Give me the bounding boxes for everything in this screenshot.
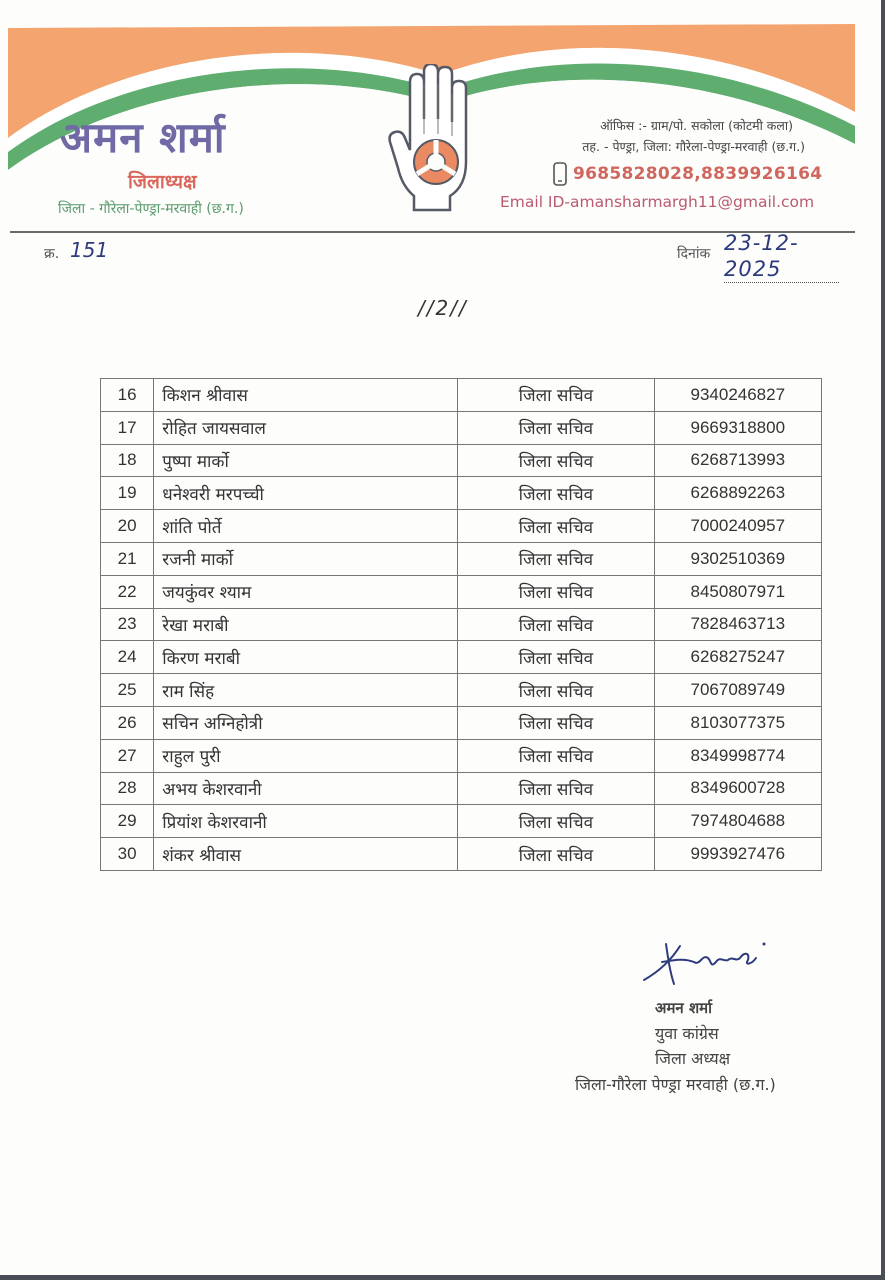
row-number: 30 — [101, 838, 154, 871]
member-name: धनेश्वरी मरपच्ची — [154, 477, 458, 510]
member-role: जिला सचिव — [458, 542, 654, 575]
signatory-organization: युवा कांग्रेस — [655, 1024, 719, 1043]
office-address-line1: ऑफिस :- ग्राम/पो. सकोला (कोटमी कला) — [600, 118, 793, 133]
ref-number: 151 — [70, 238, 109, 262]
row-number: 21 — [101, 542, 154, 575]
member-role: जिला सचिव — [458, 805, 654, 838]
member-phone: 7067089749 — [654, 674, 821, 707]
member-name: किशन श्रीवास — [154, 379, 458, 412]
letterhead-name: अमन शर्मा — [60, 113, 226, 162]
member-name: राम सिंह — [154, 674, 458, 707]
member-phone: 9993927476 — [654, 838, 821, 871]
letterhead-email: Email ID-amansharmargh11@gmail.com — [500, 193, 815, 211]
member-name: रजनी मार्को — [154, 542, 458, 575]
letterhead-phones: 9685828028,8839926164 — [573, 164, 823, 184]
member-role: जिला सचिव — [458, 379, 654, 412]
ref-label: क्र. — [44, 246, 60, 262]
signatory-name: अमन शर्मा — [655, 999, 713, 1017]
member-phone: 8103077375 — [654, 706, 821, 739]
members-table-body — [101, 379, 822, 871]
member-name: किरण मराबी — [154, 641, 458, 674]
row-number: 19 — [101, 477, 154, 510]
row-number: 25 — [101, 674, 154, 707]
member-phone: 8349600728 — [654, 772, 821, 805]
row-number: 26 — [101, 706, 154, 739]
table-row — [101, 575, 822, 608]
row-number: 27 — [101, 739, 154, 772]
signatory-district: जिला-गौरेला पेण्ड्रा मरवाही (छ.ग.) — [575, 1075, 776, 1094]
table-row — [101, 542, 822, 575]
row-number: 24 — [101, 641, 154, 674]
member-phone: 6268713993 — [654, 444, 821, 477]
member-role: जिला सचिव — [458, 706, 654, 739]
office-address-line2: तह. - पेण्ड्रा, जिला: गौरेला-पेण्ड्रा-मरवाही (छ.ग.) — [582, 139, 805, 154]
page-marker: //2// — [418, 296, 468, 320]
table-row — [101, 510, 822, 543]
member-name: शांति पोर्ते — [154, 510, 458, 543]
table-row — [101, 706, 822, 739]
member-name: रेखा मराबी — [154, 608, 458, 641]
scan-edge-bottom — [0, 1275, 885, 1280]
member-role: जिला सचिव — [458, 608, 654, 641]
row-number: 18 — [101, 444, 154, 477]
phone-row — [553, 162, 822, 186]
member-phone: 9669318800 — [654, 411, 821, 444]
member-phone: 6268275247 — [654, 641, 821, 674]
table-row — [101, 739, 822, 772]
member-role: जिला सचिव — [458, 444, 654, 477]
handwritten-signature — [640, 932, 770, 992]
row-number: 23 — [101, 608, 154, 641]
member-name: प्रियांश केशरवानी — [154, 805, 458, 838]
member-role: जिला सचिव — [458, 411, 654, 444]
signatory-role: जिला अध्यक्ष — [655, 1049, 731, 1068]
member-phone: 7828463713 — [654, 608, 821, 641]
member-role: जिला सचिव — [458, 641, 654, 674]
table-row — [101, 411, 822, 444]
members-table — [100, 378, 822, 871]
member-phone: 7974804688 — [654, 805, 821, 838]
table-row — [101, 379, 822, 412]
table-row — [101, 805, 822, 838]
hand-logo-icon — [388, 64, 478, 212]
row-number: 16 — [101, 379, 154, 412]
row-number: 22 — [101, 575, 154, 608]
member-role: जिला सचिव — [458, 477, 654, 510]
row-number: 29 — [101, 805, 154, 838]
member-name: रोहित जायसवाल — [154, 411, 458, 444]
date-label: दिनांक — [677, 246, 711, 262]
row-number: 17 — [101, 411, 154, 444]
member-name: अभय केशरवानी — [154, 772, 458, 805]
member-name: सचिन अग्निहोत्री — [154, 706, 458, 739]
member-phone: 8450807971 — [654, 575, 821, 608]
table-row — [101, 838, 822, 871]
member-role: जिला सचिव — [458, 739, 654, 772]
member-phone: 8349998774 — [654, 739, 821, 772]
row-number: 20 — [101, 510, 154, 543]
member-role: जिला सचिव — [458, 575, 654, 608]
member-role: जिला सचिव — [458, 772, 654, 805]
table-row — [101, 674, 822, 707]
member-phone: 7000240957 — [654, 510, 821, 543]
table-row — [101, 477, 822, 510]
table-row — [101, 772, 822, 805]
scan-edge-right — [881, 0, 885, 1280]
member-phone: 9340246827 — [654, 379, 821, 412]
letterhead-designation: जिलाध्यक्ष — [128, 171, 197, 193]
table-row — [101, 641, 822, 674]
member-phone: 6268892263 — [654, 477, 821, 510]
member-phone: 9302510369 — [654, 542, 821, 575]
table-row — [101, 608, 822, 641]
member-name: जयकुंवर श्याम — [154, 575, 458, 608]
date-value: 23-12-2025 — [724, 230, 839, 283]
member-role: जिला सचिव — [458, 674, 654, 707]
mobile-phone-icon — [553, 162, 567, 186]
letterhead-district: जिला - गौरेला-पेण्ड्रा-मरवाही (छ.ग.) — [58, 201, 244, 217]
member-name: पुष्पा मार्को — [154, 444, 458, 477]
member-name: शंकर श्रीवास — [154, 838, 458, 871]
member-name: राहुल पुरी — [154, 739, 458, 772]
row-number: 28 — [101, 772, 154, 805]
table-row — [101, 444, 822, 477]
member-role: जिला सचिव — [458, 510, 654, 543]
member-role: जिला सचिव — [458, 838, 654, 871]
